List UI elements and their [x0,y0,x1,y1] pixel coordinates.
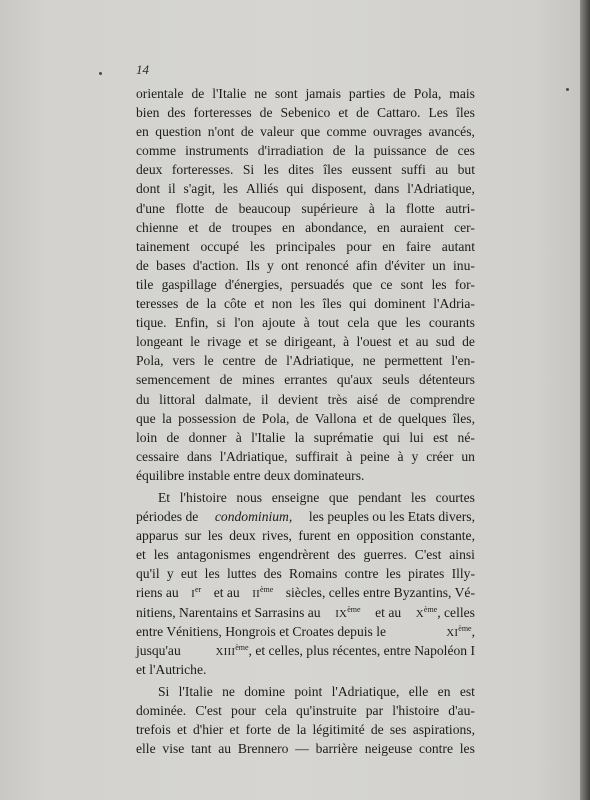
text-line [136,507,475,526]
ink-speck [566,88,569,91]
text-line [136,603,475,622]
ordinal-suffix: ème [423,604,438,614]
text-line: et l'Autriche. [136,661,207,677]
text-line [136,583,475,602]
text-line: elle vise tant au Brennero — barrière neigeuse contre les [136,741,475,757]
text-line: tainement occupé les principales pour en faire autant [136,238,475,254]
book-spine-shadow [580,0,590,800]
text-line: qu'il y eut les luttes des Romains contre les pirates Illy- [136,566,475,582]
text-line: longeant le rivage et se dirigeant, à l'ouest et au sud de [136,334,475,350]
text-line: Pola, vers le centre de l'Adriatique, ne permettent l'en- [136,353,475,369]
text-fragment: périodes de [136,509,199,525]
ordinal [252,583,273,602]
text-line: bien des forteresses de Sebenico et de Cattaro. Les îles [136,105,475,121]
text-line: équilibre instable entre deux dominateurs. [136,467,365,483]
ordinal [416,603,475,622]
text-line: du littoral dalmate, il devient très aisé de comprendre [136,391,475,407]
ordinal [335,603,360,622]
roman-numeral: I [191,588,195,601]
ordinal-suffix: ème [235,642,249,652]
text-fragment: nitiens, Narentains et Sarrasins au [136,604,321,620]
text-line: tile gaspillage d'énergies, persuadés que ce sont les for- [136,276,475,292]
ordinal-suffix: ème [347,604,361,614]
text-line: d'une flotte de beaucoup supérieure à la flotte autri- [136,200,475,216]
ordinal [215,641,475,660]
ordinal [191,583,201,602]
text-line: apparus sur les deux rives, furent en opposition constante, [136,528,475,544]
text-fragment: les peuples ou les Etats divers, [308,509,475,525]
ordinal-suffix: er [195,585,202,595]
roman-numeral: XI [446,626,459,639]
text-line: orientale de l'Italie ne sont jamais parties de Pola, mais [136,86,475,101]
text-line: chienne et de troupes en abondance, en auraient cer- [136,219,475,235]
text-line: dont il s'agit, les Alliés qui disposent, dans l'Adriatique, [136,181,475,197]
italic-term: condominium, [214,509,293,525]
page-number: 14 [136,62,149,77]
text-line: teresses de la côte et non les îles qui dominent l'Adria- [136,296,475,312]
text-fragment: , celles [437,604,475,620]
ink-speck [99,72,102,75]
text-line: semencement de mines errantes qu'aux seuls détenteurs [136,372,475,388]
ordinal-suffix: ème [458,623,472,633]
body-text [136,84,475,758]
text-line: trefois et d'hier et forte de la légitimité de ses aspirations, [136,722,475,738]
text-line: cessaire dans l'Adriatique, suffirait à peine à y créer un [136,448,475,464]
roman-numeral: II [252,588,260,601]
roman-numeral: X [415,607,424,620]
text-line: comme instruments d'irradiation de la puissance de ces [136,143,475,159]
text-fragment: riens au [136,585,179,601]
text-line: en question n'ont de valeur que comme ouvrages avancés, [136,124,475,140]
text-line: que la possession de Pola, de Vallona et de quelques îles, [136,410,475,426]
text-line: loin de donner à l'Italie la suprématie qui lui est né- [136,429,475,445]
text-line [136,641,475,660]
text-fragment: , et celles, plus récentes, entre Napoléon I [248,642,475,658]
ordinal [446,622,475,641]
roman-numeral: IX [335,607,348,620]
text-fragment: siècles, celles entre Byzantins, Vé- [285,585,475,601]
text-fragment: jusqu'au [136,642,181,658]
text-line: Si l'Italie ne domine point l'Adriatique, elle en est [158,683,475,699]
ordinal-suffix: ème [259,585,274,595]
text-fragment: et au [375,604,402,620]
text-fragment: , [471,623,475,639]
text-fragment: et au [213,585,240,601]
text-line: et les antagonismes engendrèrent des guerres. C'est ainsi [136,547,475,563]
text-line [136,622,475,641]
text-line: deux forteresses. Si les dites îles eussent suffi au but [136,162,475,178]
text-line: dominée. C'est pour cela qu'instruite par l'histoire d'au- [136,703,475,718]
roman-numeral: XIII [215,645,236,658]
text-line: de bases d'action. Ils y ont renoncé afin d'éviter un inu- [136,257,475,273]
text-line: Et l'histoire nous enseigne que pendant les courtes [158,489,475,505]
text-line: tique. Enfin, si l'on ajoute à tout cela que les courants [136,315,475,331]
text-fragment: entre Vénitiens, Hongrois et Croates depuis le [136,623,387,639]
